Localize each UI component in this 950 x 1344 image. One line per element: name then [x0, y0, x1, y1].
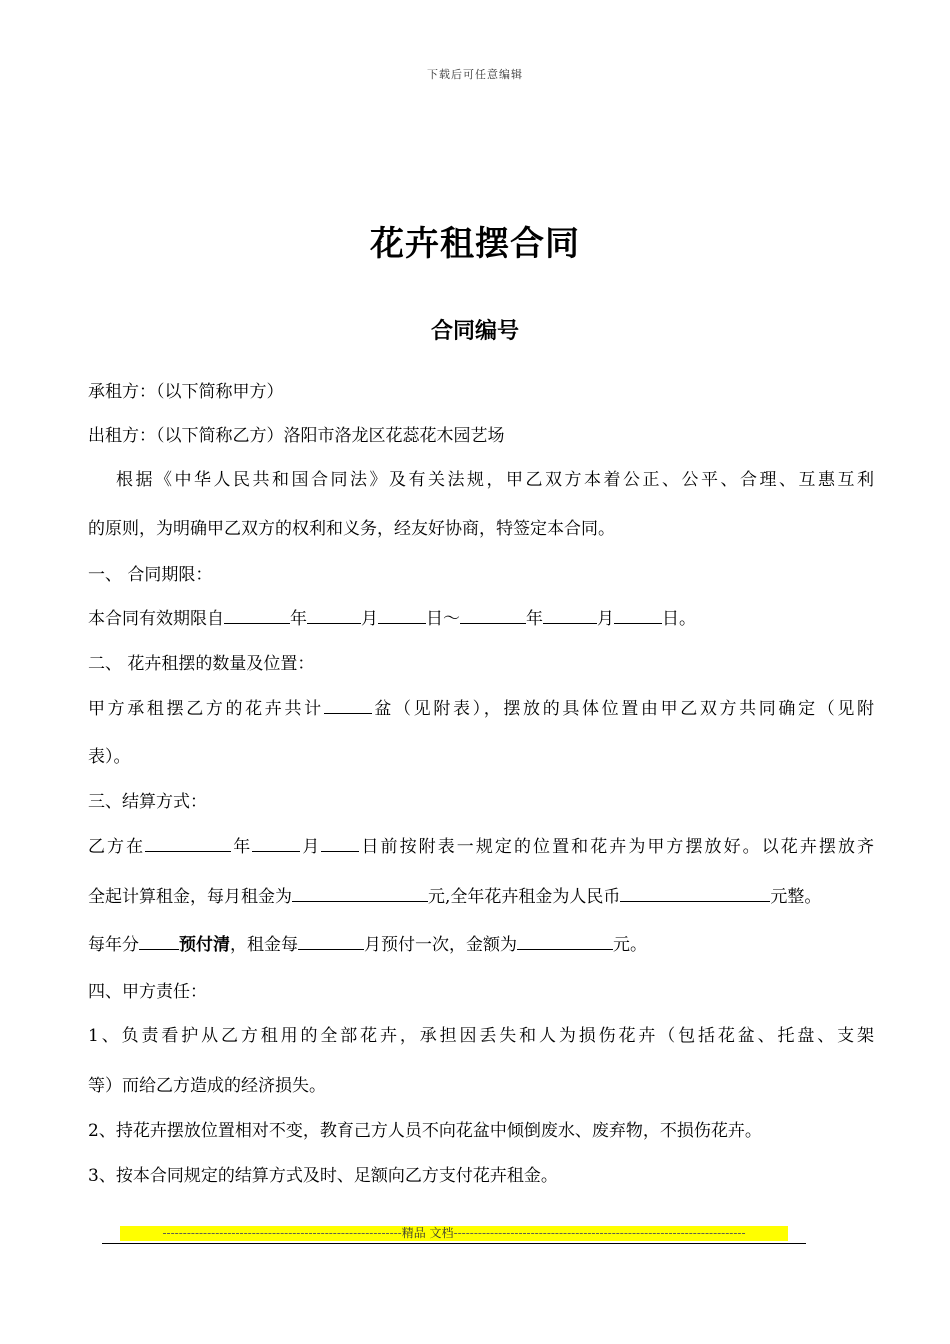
section-4-title: 四、甲方责任：	[88, 982, 207, 1002]
section-3-line-1	[88, 834, 874, 859]
footer-rule	[102, 1243, 806, 1244]
annual-rent-blank[interactable]	[620, 884, 770, 902]
section-1-title: 一、 合同期限：	[88, 565, 213, 585]
section-2-line-1	[88, 696, 874, 721]
contract-number-heading: 合同编号	[430, 318, 519, 344]
setup-day-blank[interactable]	[321, 834, 359, 852]
quantity-prefix: 甲方承租摆乙方的花卉共计	[88, 699, 324, 719]
settlement-suffix: 日前按附表一规定的位置和花卉为甲方摆放好。以花卉摆放齐	[359, 837, 875, 857]
setup-month-blank[interactable]	[252, 834, 300, 852]
section-1-term-line	[88, 606, 878, 631]
monthly-rent-prefix: 全起计算租金，每月租金为	[88, 887, 292, 907]
lessee-line: 承租方：（以下简称甲方）	[88, 382, 284, 402]
end-month-blank[interactable]	[543, 606, 597, 624]
installments-prefix: 每年分	[88, 935, 139, 955]
section-2-line-2: 表）。	[88, 747, 131, 767]
annual-rent-suffix: 元整。	[770, 887, 822, 907]
section-4-item-1-line-1: 1、负责看护从乙方租用的全部花卉，承担因丢失和人为损伤花卉（包括花盆、托盘、支架	[88, 1026, 874, 1046]
end-year-blank[interactable]	[460, 606, 526, 624]
prepay-suffix: 元。	[613, 935, 647, 955]
monthly-rent-blank[interactable]	[292, 884, 428, 902]
end-day-blank[interactable]	[614, 606, 662, 624]
end-month-label: 月	[597, 609, 614, 629]
section-4-item-1-line-2: 等）而给乙方造成的经济损失。	[88, 1076, 326, 1096]
term-prefix: 本合同有效期限自	[88, 609, 224, 629]
start-day-label: 日～	[426, 609, 460, 629]
prepay-amount-blank[interactable]	[517, 932, 613, 950]
start-day-blank[interactable]	[378, 606, 426, 624]
footer-banner	[120, 1226, 788, 1241]
document-title: 花卉租摆合同	[370, 224, 580, 264]
footer-dashes-right: ------------------------------------------------------------------------	[453, 1226, 746, 1240]
section-4-item-3: 3、按本合同规定的结算方式及时、足额向乙方支付花卉租金。	[88, 1166, 558, 1186]
quantity-suffix: 盆（见附表），摆放的具体位置由甲乙双方共同确定（见附	[371, 699, 875, 719]
section-2-title: 二、 花卉租摆的数量及位置：	[88, 654, 315, 674]
start-month-blank[interactable]	[307, 606, 361, 624]
intro-paragraph-line-2: 的原则，为明确甲乙双方的权利和义务，经友好协商，特签定本合同。	[88, 519, 615, 539]
settlement-prefix: 乙方在	[88, 837, 146, 857]
lessor-line: 出租方：（以下简称乙方）洛阳市洛龙区花蕊花木园艺场	[88, 426, 505, 446]
prepay-amount-label: 月预付一次，金额为	[364, 935, 517, 955]
setup-year-label: 年	[231, 837, 253, 857]
start-year-blank[interactable]	[224, 606, 290, 624]
start-month-label: 月	[361, 609, 378, 629]
footer-label: 精品 文档	[401, 1226, 454, 1240]
prepay-months-blank[interactable]	[298, 932, 364, 950]
setup-year-blank[interactable]	[145, 834, 231, 852]
pot-count-blank[interactable]	[324, 696, 372, 714]
rent-every-label: ，租金每	[230, 935, 298, 955]
setup-month-label: 月	[300, 837, 322, 857]
intro-paragraph-line-1: 根据《中华人民共和国合同法》及有关法规，甲乙双方本着公正、公平、合理、互惠互利	[116, 470, 874, 490]
installments-blank[interactable]	[139, 932, 179, 950]
header-note: 下载后可任意编辑	[427, 68, 523, 81]
end-year-label: 年	[526, 609, 543, 629]
section-3-line-2	[88, 884, 878, 909]
prepay-bold-text: 预付清	[179, 935, 230, 955]
start-year-label: 年	[290, 609, 307, 629]
end-day-label: 日。	[662, 609, 696, 629]
section-3-line-3	[88, 932, 878, 957]
footer-dashes-left: -----------------------------------------------------------	[162, 1226, 402, 1240]
section-4-item-2: 2、持花卉摆放位置相对不变，教育己方人员不向花盆中倾倒废水、废弃物，不损伤花卉。	[88, 1121, 762, 1141]
annual-rent-label: 元,全年花卉租金为人民币	[428, 887, 621, 907]
section-3-title: 三、结算方式：	[88, 792, 207, 812]
